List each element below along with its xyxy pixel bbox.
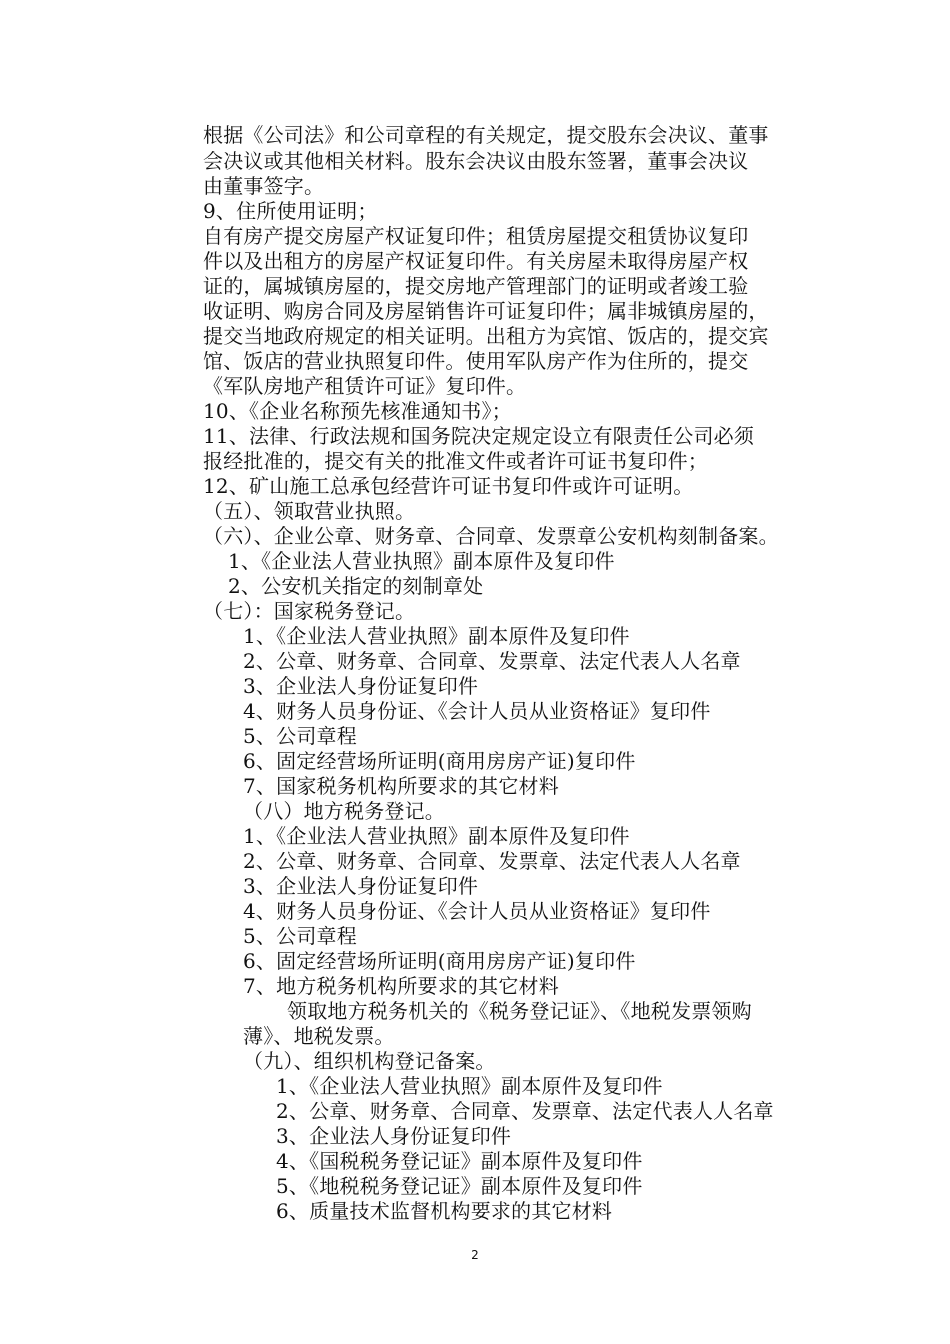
text-line: 11、法律、行政法规和国务院决定规定设立有限责任公司必须: [203, 424, 755, 448]
list-item: 5、公司章程: [243, 924, 357, 948]
section-heading: （九）、组织机构登记备案。: [243, 1049, 496, 1073]
list-item: 1、《企业法人营业执照》副本原件及复印件: [276, 1074, 663, 1098]
list-item: 3、企业法人身份证复印件: [243, 674, 479, 698]
list-item: 4、财务人员身份证、《会计人员从业资格证》复印件: [243, 699, 711, 723]
list-item: 5、《地税税务登记证》副本原件及复印件: [276, 1174, 643, 1198]
text-line: 10、《企业名称预先核准通知书》；: [203, 399, 512, 423]
text-line: 薄》、地税发票。: [243, 1024, 395, 1048]
text-line: 件以及出租方的房屋产权证复印件。有关房屋未取得房屋产权: [203, 249, 749, 273]
list-item: 2、公章、财务章、合同章、发票章、法定代表人人名章: [276, 1099, 774, 1123]
text-line: 提交当地政府规定的相关证明。出租方为宾馆、饭店的，提交宾: [203, 324, 769, 348]
text-line: 会决议或其他相关材料。股东会决议由股东签署，董事会决议: [203, 149, 749, 173]
text-line: 报经批准的，提交有关的批准文件或者许可证书复印件；: [203, 449, 708, 473]
list-item: 2、公章、财务章、合同章、发票章、法定代表人人名章: [243, 849, 741, 873]
list-item: 6、质量技术监督机构要求的其它材料: [276, 1199, 613, 1223]
page-number: 2: [471, 1248, 479, 1262]
text-line: 《军队房地产租赁许可证》复印件。: [203, 374, 527, 398]
text-line: 自有房产提交房屋产权证复印件；租赁房屋提交租赁协议复印: [203, 224, 749, 248]
list-item: 7、地方税务机构所要求的其它材料: [243, 974, 559, 998]
list-item: 6、固定经营场所证明(商用房房产证)复印件: [243, 749, 636, 773]
list-item: 3、企业法人身份证复印件: [276, 1124, 512, 1148]
text-line: 12、矿山施工总承包经营许可证书复印件或许可证明。: [203, 474, 694, 498]
section-heading: （五）、领取营业执照。: [203, 499, 416, 523]
list-item: 2、公安机关指定的刻制章处: [228, 574, 484, 598]
section-heading: （六）、企业公章、财务章、合同章、发票章公安机构刻制备案。: [203, 524, 779, 548]
list-item: 3、企业法人身份证复印件: [243, 874, 479, 898]
list-item: 5、公司章程: [243, 724, 357, 748]
list-item: 6、固定经营场所证明(商用房房产证)复印件: [243, 949, 636, 973]
text-line: 由董事签字。: [203, 174, 325, 198]
list-item: 7、国家税务机构所要求的其它材料: [243, 774, 559, 798]
text-line: 根据《公司法》和公司章程的有关规定，提交股东会决议、董事: [203, 123, 769, 147]
text-line: 证的，属城镇房屋的，提交房地产管理部门的证明或者竣工验: [203, 274, 749, 298]
text-line: 9、住所使用证明；: [203, 199, 378, 223]
text-line: 收证明、购房合同及房屋销售许可证复印件；属非城镇房屋的，: [203, 299, 769, 323]
list-item: 4、财务人员身份证、《会计人员从业资格证》复印件: [243, 899, 711, 923]
list-item: 1、《企业法人营业执照》副本原件及复印件: [228, 549, 615, 573]
text-line: 馆、饭店的营业执照复印件。使用军队房产作为住所的，提交: [203, 349, 749, 373]
list-item: 2、公章、财务章、合同章、发票章、法定代表人人名章: [243, 649, 741, 673]
section-heading: （七）：国家税务登记。: [203, 599, 416, 623]
section-heading: （八）地方税务登记。: [243, 799, 445, 823]
text-line: 领取地方税务机关的《税务登记证》、《地税发票领购: [287, 999, 752, 1023]
list-item: 1、《企业法人营业执照》副本原件及复印件: [243, 824, 630, 848]
list-item: 1、《企业法人营业执照》副本原件及复印件: [243, 624, 630, 648]
list-item: 4、《国税税务登记证》副本原件及复印件: [276, 1149, 643, 1173]
